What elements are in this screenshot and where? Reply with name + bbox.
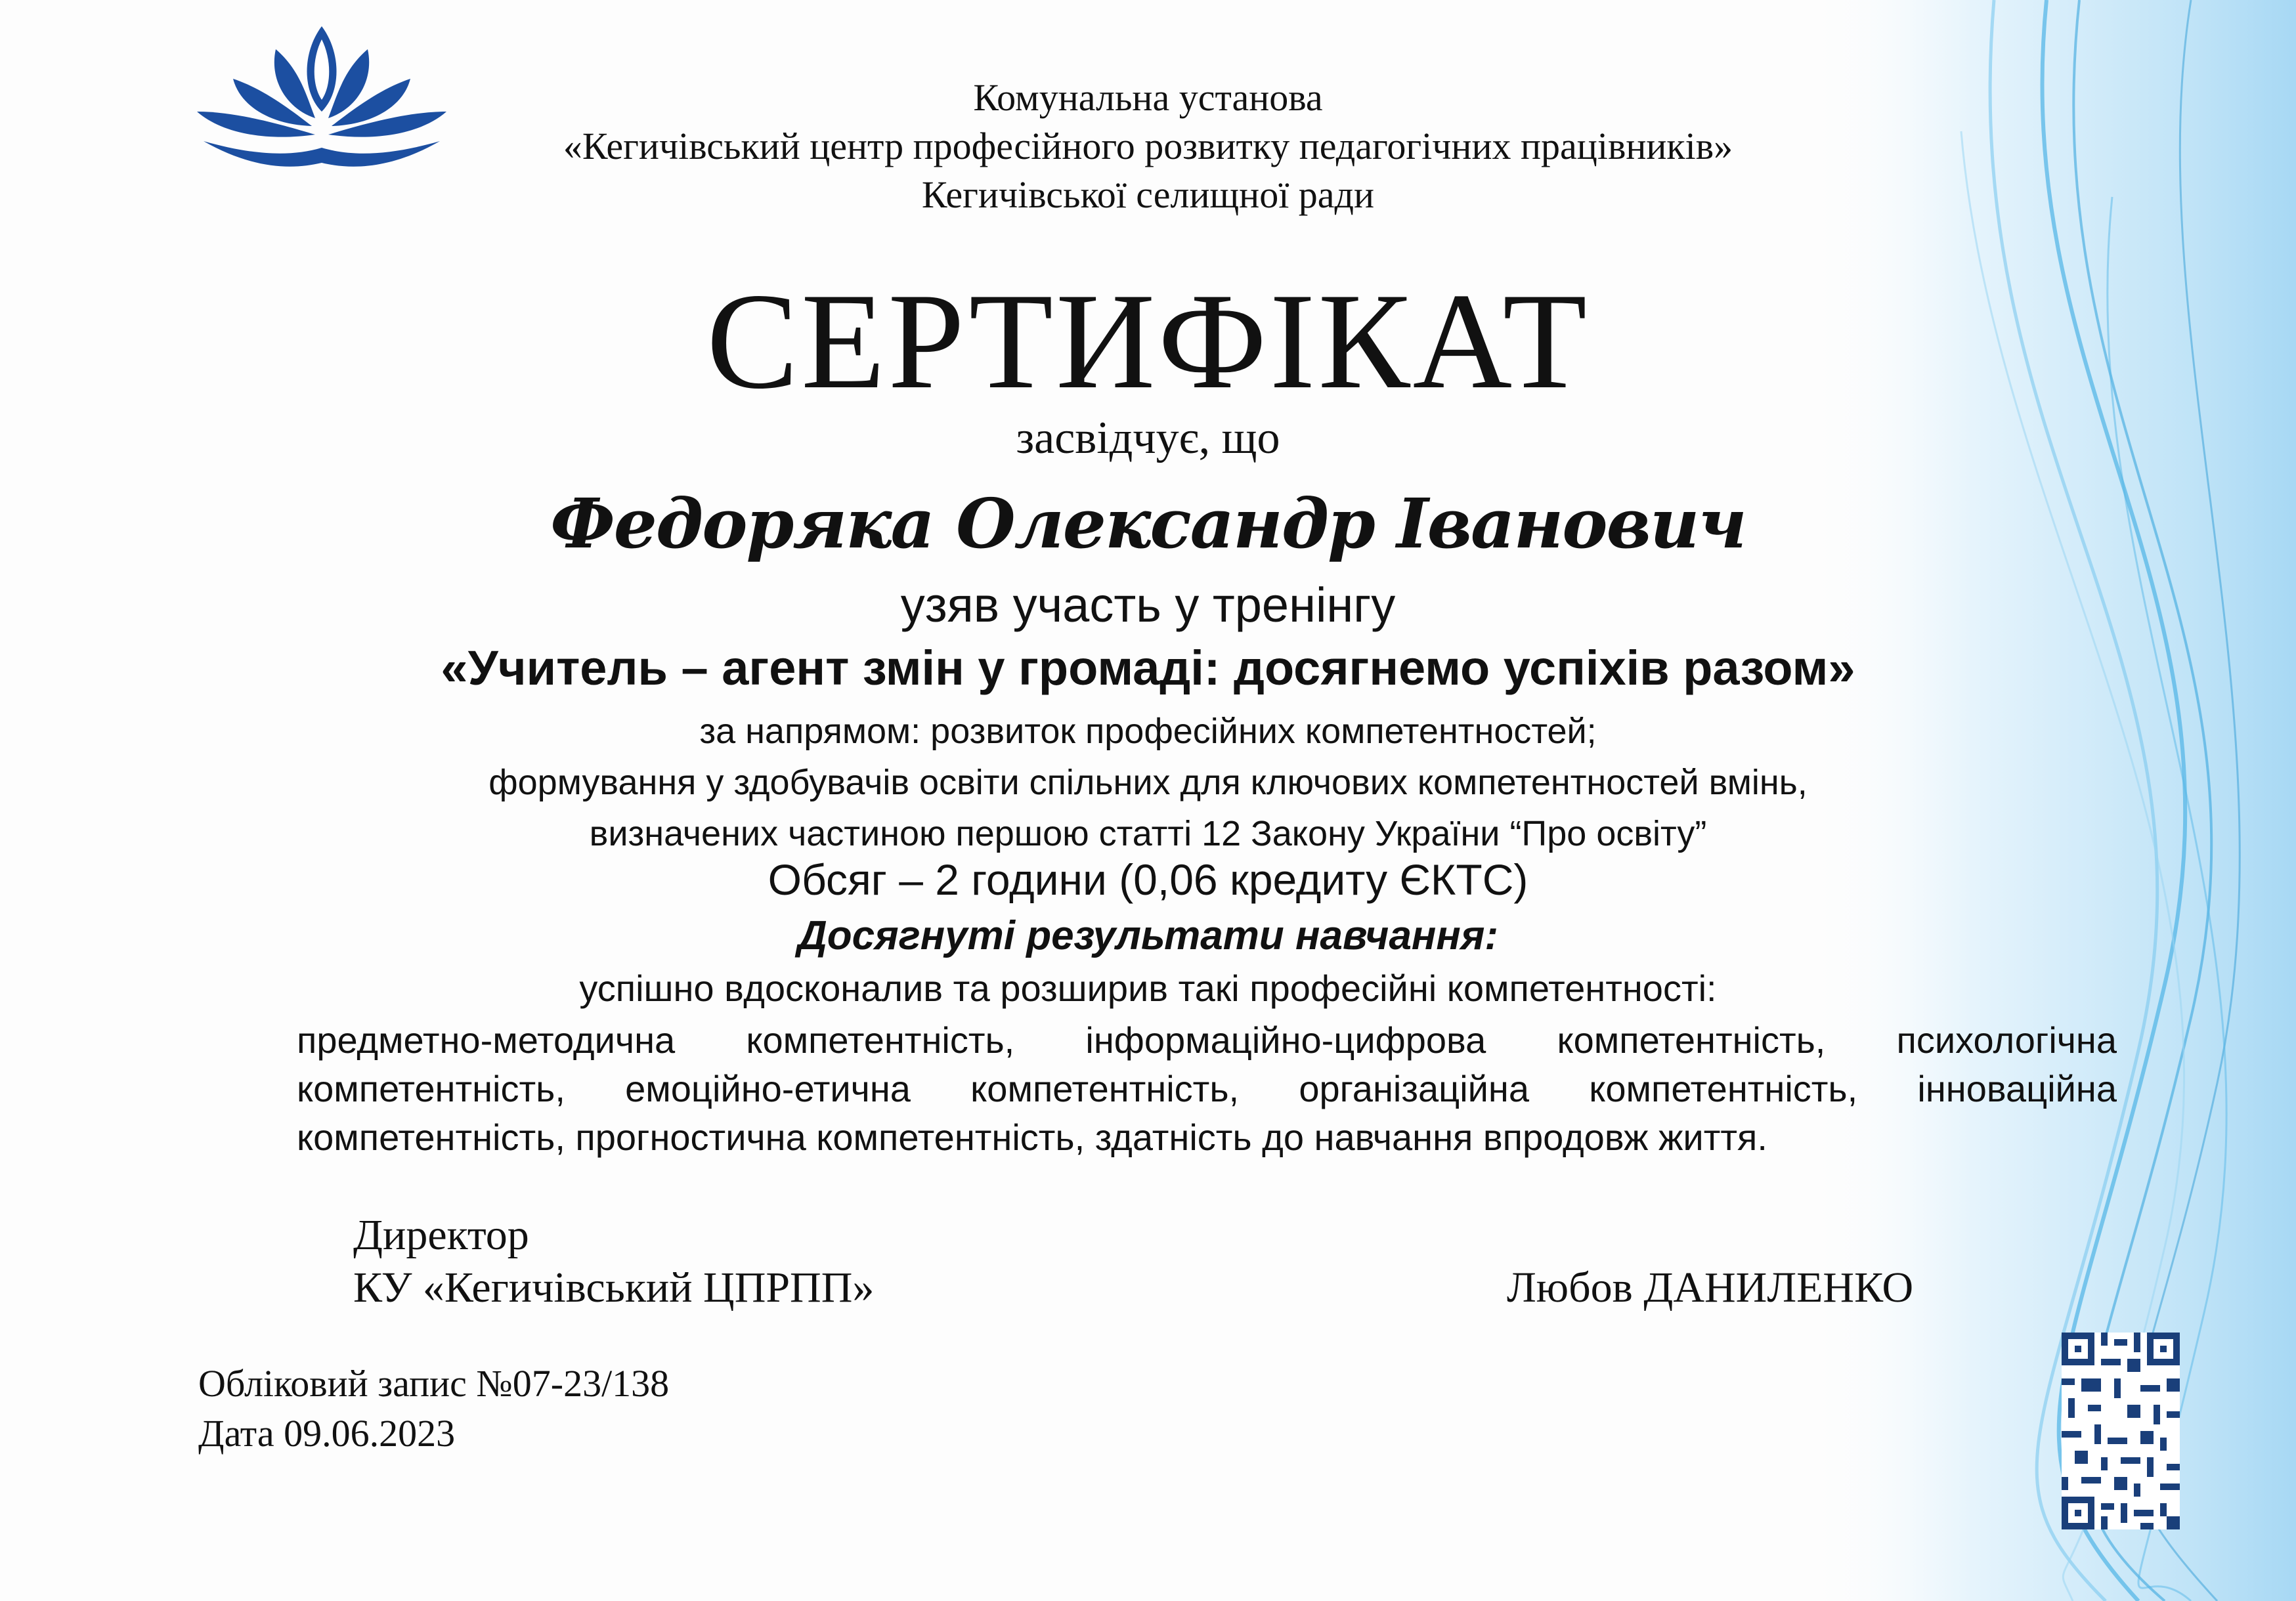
position-line-1: Директор xyxy=(353,1211,529,1259)
org-line-2: «Кегичівський центр професійного розвитку педагогічних працівників» xyxy=(563,125,1733,167)
record-number: Обліковий запис №07-23/138 xyxy=(198,1362,670,1405)
direction-line-2: формування у здобувачів освіти спільних для ключових компетентностей вмінь, xyxy=(488,763,1808,802)
competencies-line-3: компетентність, прогностична компетентність, здатність до навчання впродовж життя. xyxy=(297,1117,1767,1158)
training-direction xyxy=(0,706,2296,859)
competencies-line-2: компетентність, емоційно-етична компетентність, організаційна компетентність, інноваційна xyxy=(297,1068,2117,1109)
training-volume: Обсяг – 2 години (0,06 кредиту ЄКТС) xyxy=(768,855,1528,904)
signer-name: Любов ДАНИЛЕНКО xyxy=(1507,1264,1914,1312)
direction-line-3: визначених частиною першою статті 12 Закону України “Про освіту” xyxy=(589,814,1707,853)
competencies-line-1: предметно-методична компетентність, інформаційно-цифрова компетентність, психологічна xyxy=(297,1019,2117,1061)
certifies-text: засвідчує, що xyxy=(1016,413,1280,463)
organization-header xyxy=(0,74,2296,219)
took-part-text: узяв участь у тренінгу xyxy=(900,578,1396,632)
competencies-list xyxy=(297,1016,2117,1162)
qr-code-icon xyxy=(2062,1333,2180,1529)
position-line-2: КУ «Кегичівський ЦПРПП» xyxy=(353,1264,875,1312)
org-line-3: Кегичівської селищної ради xyxy=(921,173,1375,216)
direction-line-1: за напрямом: розвиток професійних компетентностей; xyxy=(699,712,1597,751)
results-intro: успішно вдосконалив та розширив такі професійні компетентності: xyxy=(579,968,1717,1009)
training-title: «Учитель – агент змін у громаді: досягнемо успіхів разом» xyxy=(441,641,1855,695)
record-date: Дата 09.06.2023 xyxy=(198,1412,456,1455)
record-info xyxy=(198,1359,669,1459)
results-title: Досягнуті результати навчання: xyxy=(798,913,1498,958)
recipient-name: Федоряка Олександр Іванович xyxy=(550,483,1746,564)
signer-position xyxy=(353,1209,874,1314)
certificate-title: СЕРТИФІКАТ xyxy=(706,265,1590,417)
org-line-1: Комунальна установа xyxy=(973,76,1323,119)
